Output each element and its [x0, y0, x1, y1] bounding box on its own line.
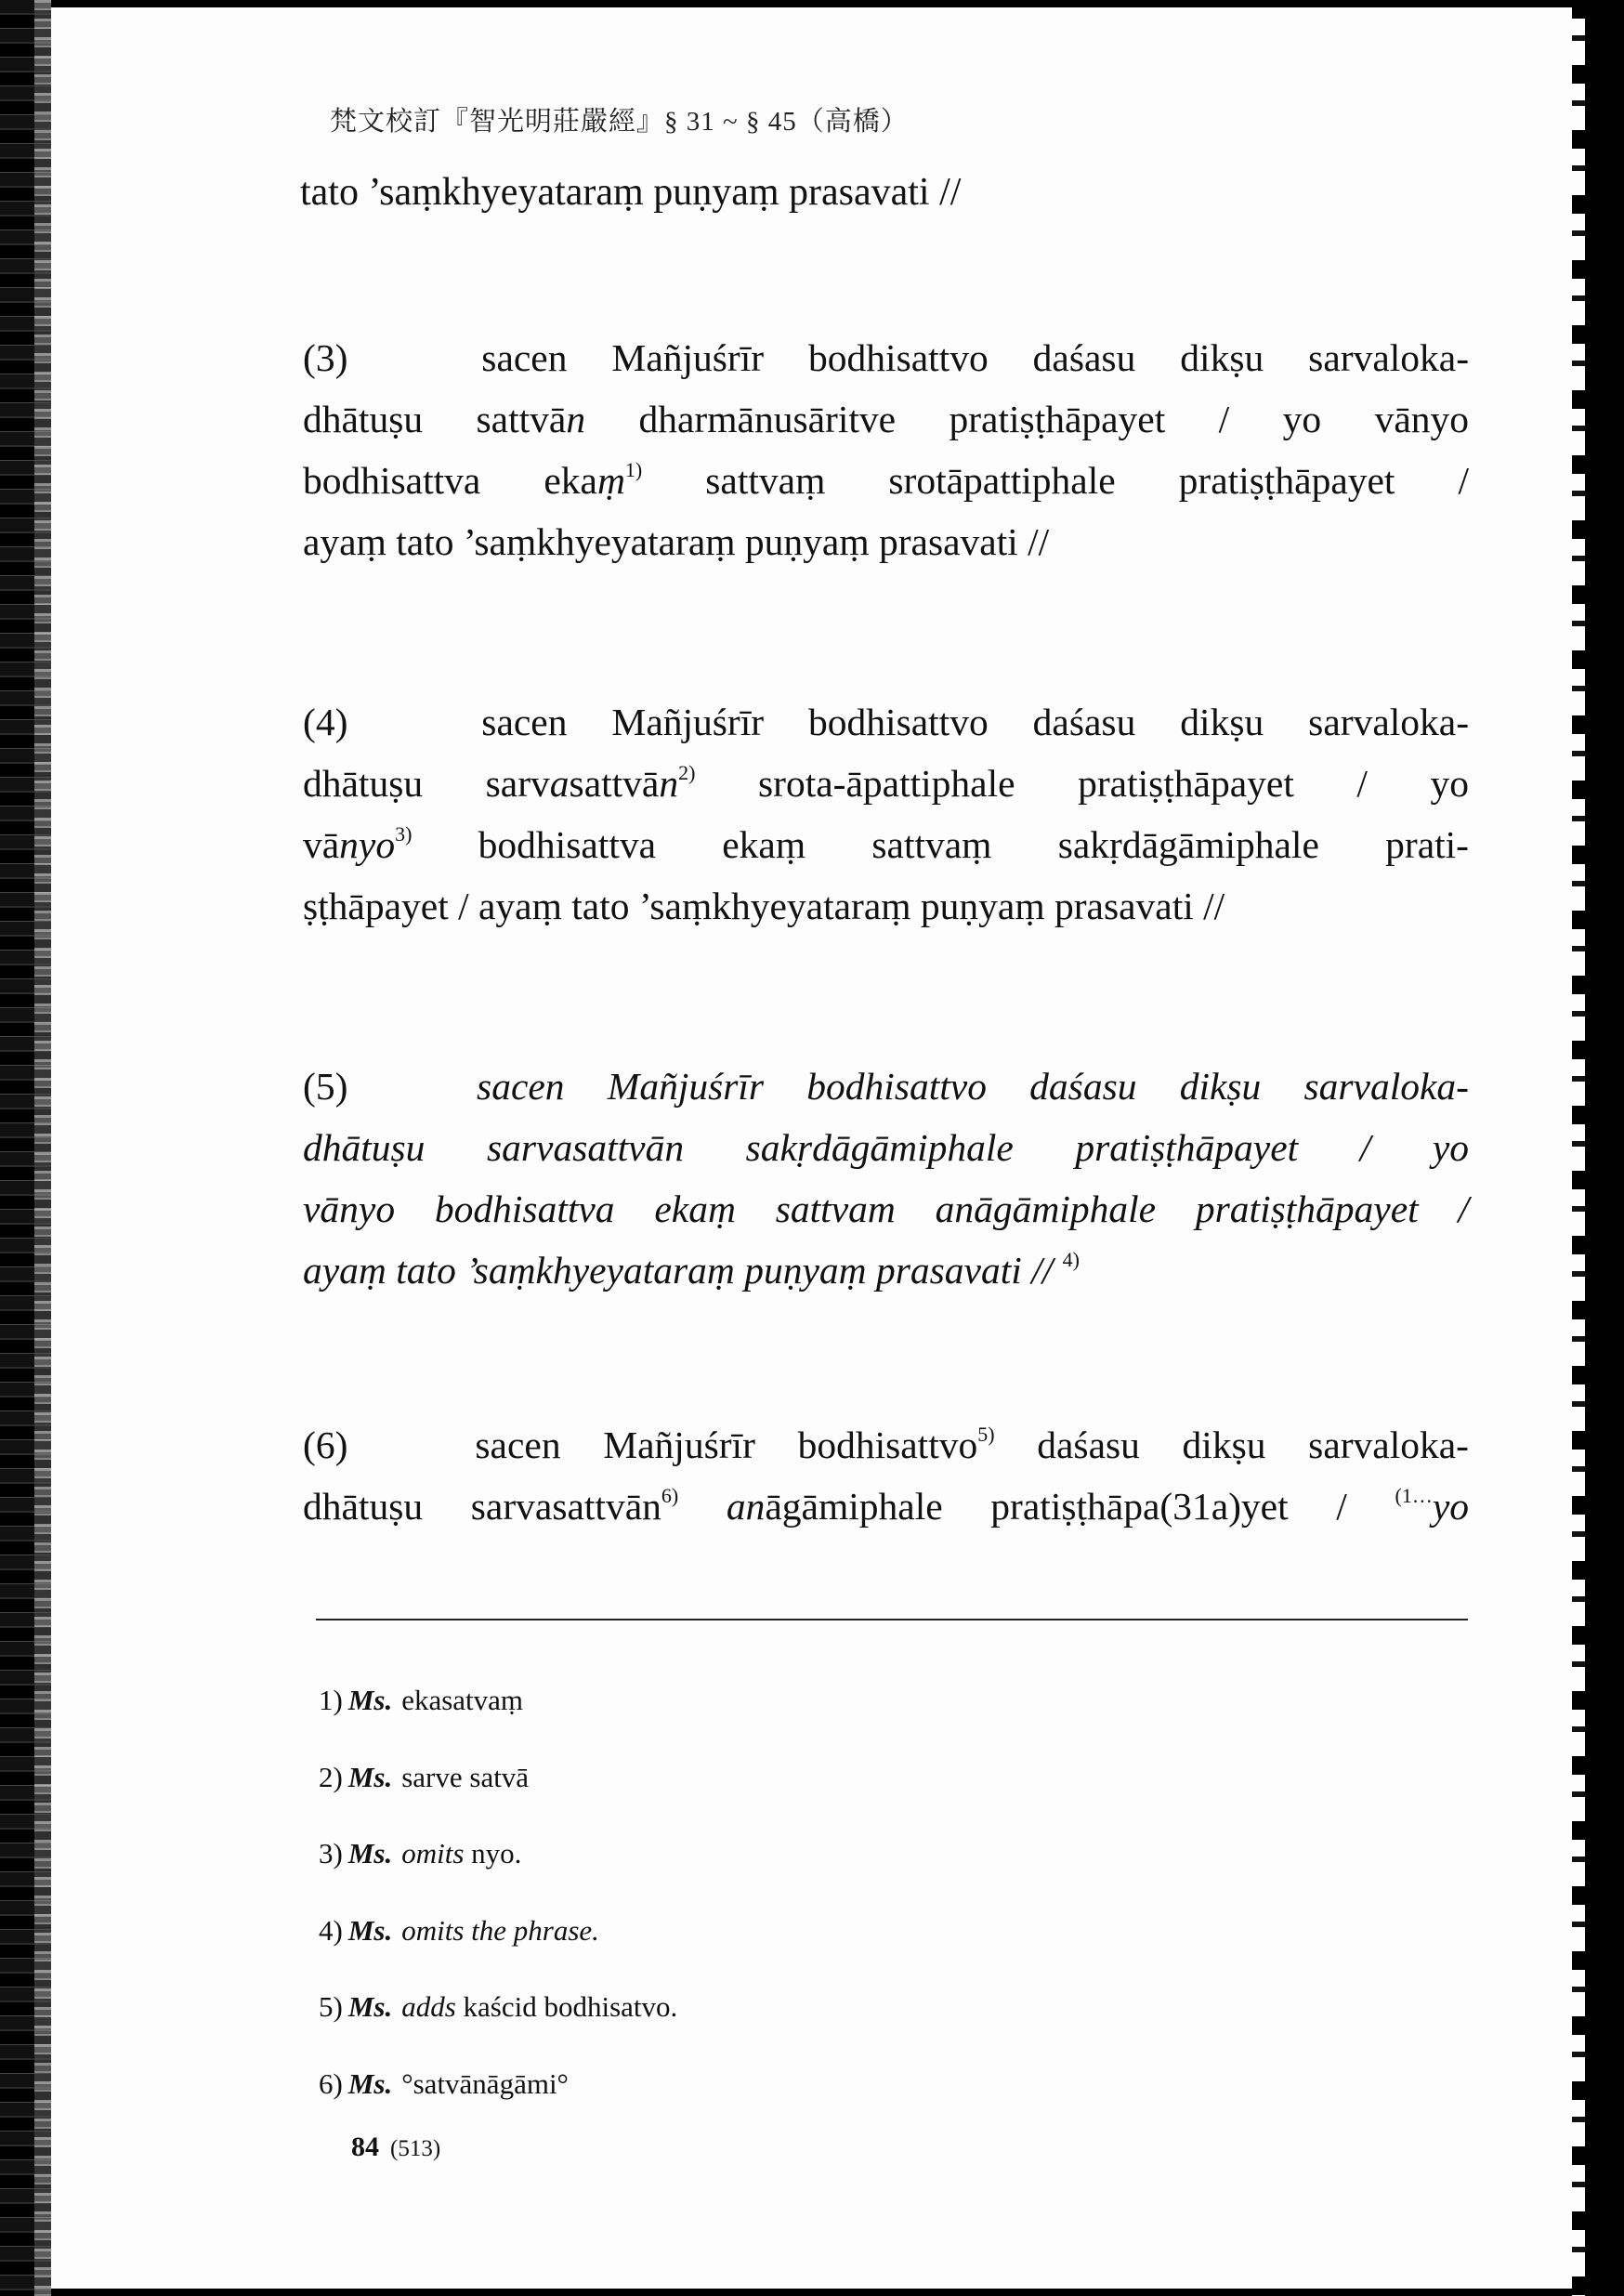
footnotes: [319, 1678, 677, 2138]
paragraph-3-line-4: ayaṃ tato ’saṃkhyeyataraṃ puṇyaṃ prasavati //: [303, 520, 1050, 563]
footnote-1: 1) Ms. ekasatvaṃ: [319, 1684, 524, 1716]
opening-line: tato ’saṃkhyeyataraṃ puṇyaṃ prasavati //: [300, 171, 962, 214]
paragraph-3-line-3: bodhisattva ekaṃ$^{1)}$ sattvaṃ srotāpattiphale pratiṣṭhāpayet /: [303, 458, 1469, 502]
footnote-5: 5) Ms. adds kaścid bodhisatvo.: [319, 1990, 678, 2023]
paragraph-5-line-4: ayaṃ tato ’saṃkhyeyataraṃ puṇyaṃ prasavati // $^{4)}$: [303, 1248, 1080, 1292]
paragraph-3-line-2: dhātuṣu sattvān dharmānusāritve pratiṣṭhāpayet / yo vānyo: [303, 398, 1469, 440]
running-header: 梵文校訂『智光明莊嚴經』§ 31 ~ § 45（高橋）: [330, 107, 909, 137]
footnote-ref-5: 5): [977, 1423, 995, 1446]
page-number: 84 (513): [351, 2132, 441, 2162]
paragraph-6-line-2: dhātuṣu sarvasattvān$^{6)}$ anāgāmiphale pratiṣṭhāpa(31a)yet / $^{(1\dots}$yo: [303, 1484, 1469, 1528]
paragraph-5-line-3: vānyo bodhisattva ekaṃ sattvam anāgāmiphale pratiṣṭhāpayet /: [303, 1187, 1469, 1230]
footnote-divider: [316, 1619, 1468, 1620]
footnote-2: 2) Ms. sarve satvā: [319, 1760, 530, 1793]
paragraph-6-line-1: (6) sacen Mañjuśrīr bodhisattvo$^{5)}$ daśasu dikṣu sarvaloka-: [303, 1423, 1469, 1466]
paragraph-4-line-1: (4) sacen Mañjuśrīr bodhisattvo daśasu dikṣu sarvaloka-: [303, 701, 1470, 743]
footnote-ref-3: 3): [395, 822, 413, 846]
paragraph-3-line-1: (3) sacen Mañjuśrīr bodhisattvo daśasu dikṣu sarvaloka-: [303, 336, 1470, 379]
footnote-ref-1: 1): [624, 458, 643, 481]
footnote-3: 3) Ms. omits nyo.: [319, 1837, 522, 1870]
footnote-ref-2: 2): [678, 761, 696, 784]
paragraph-6: [303, 1414, 1469, 1537]
footnote-4: 4) Ms. omits the phrase.: [319, 1913, 599, 1947]
paragraph-4-line-2: dhātuṣu sarvasattvān$^{2)}$ srota-āpattiphale pratiṣṭhāpayet / yo: [303, 761, 1469, 805]
paragraph-4: [303, 691, 1469, 937]
paragraph-5-line-2: dhātuṣu sarvasattvān sakṛdāgāmiphale pratiṣṭhāpayet / yo: [303, 1126, 1469, 1169]
paragraph-4-line-4: ṣṭhāpayet / ayaṃ tato ’saṃkhyeyataraṃ puṇyaṃ prasavati //: [303, 885, 1225, 927]
scan-border-left: [0, 0, 51, 2296]
paragraph-5: [303, 1056, 1469, 1301]
paragraph-4-line-3: vānyo$^{3)}$ bodhisattva ekaṃ sattvaṃ sakṛdāgāmiphale prati-: [303, 822, 1469, 866]
footnote-ref-4: 4): [1062, 1248, 1080, 1271]
paragraph-3: [303, 327, 1469, 572]
footnote-ref-6: 6): [661, 1484, 679, 1507]
scan-border-right: [1579, 0, 1624, 2296]
paragraph-5-line-1: (5) sacen Mañjuśrīr bodhisattvo daśasu dikṣu sarvaloka-: [303, 1065, 1470, 1108]
footnote-6: 6) Ms. °satvānāgāmi°: [319, 2066, 569, 2100]
